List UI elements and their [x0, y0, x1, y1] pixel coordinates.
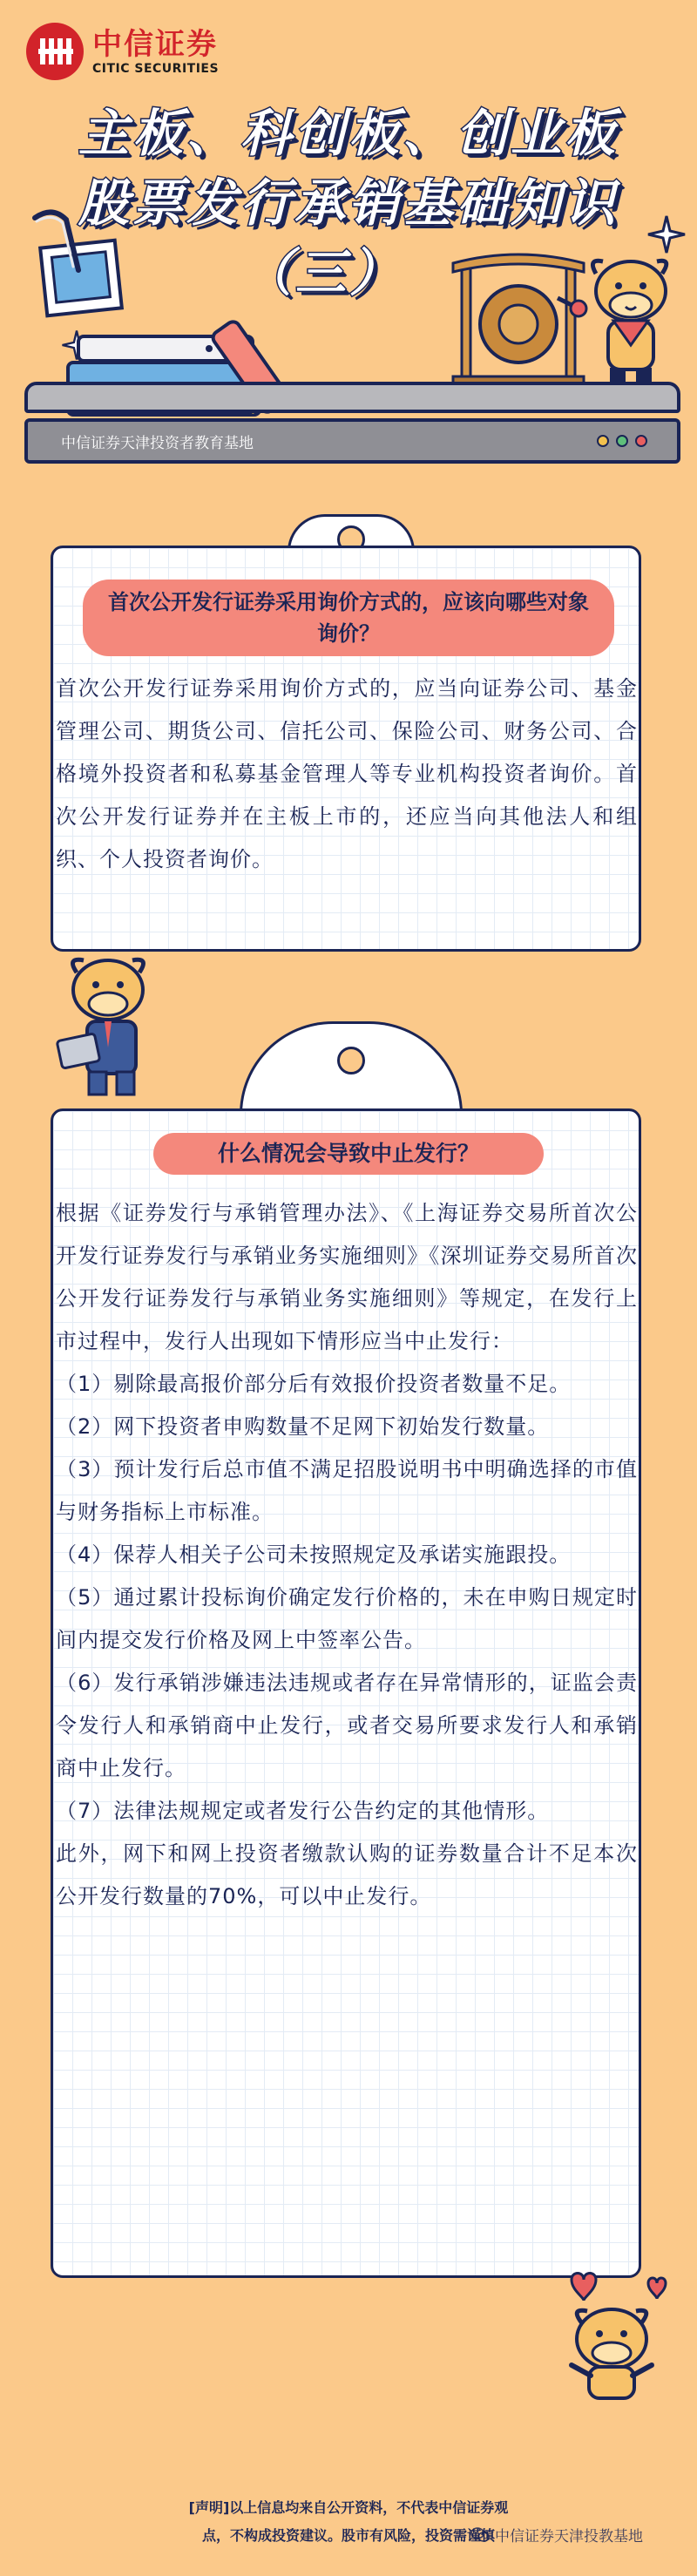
question-1-heading: 首次公开发行证券采用询价方式的，应该向哪些对象询价？ — [83, 580, 614, 656]
clip-photo-icon — [26, 209, 131, 322]
disclaimer-line-1: [声明]以上信息均来自公开资料，不代表中信证券观 — [188, 2499, 509, 2516]
answer-2-item-6: （6）发行承销涉嫌违法违规或者存在异常情形的，证监会责令发行人和承销商中止发行，或者交易所要求发行人和承销商中止发行。 — [56, 1671, 638, 1780]
brand-name-cn: 中信证券 — [92, 27, 218, 62]
page-title-line-2: 股票发行承销基础知识 — [78, 173, 619, 233]
question-2-heading: 什么情况会导致中止发行？ — [153, 1133, 544, 1175]
card-tab — [240, 1021, 463, 1115]
tab-hole — [337, 1047, 365, 1074]
ox-heart-mascot-icon — [537, 2262, 685, 2410]
dot-green — [616, 435, 628, 447]
answer-2-text — [56, 1192, 638, 1918]
answer-2-item-5: （5）通过累计投标询价确定发行价格的，未在申购日规定时间内提交发行价格及网上中签率公告。 — [56, 1585, 638, 1652]
citic-logo-icon — [26, 23, 84, 80]
answer-2-intro: 根据《证券发行与承销管理办法》、《上海证券交易所首次公开发行证券发行与承销业务实施细则》《深圳证券交易所首次公开发行证券发行与承销业务实施细则》等规定，在发行上市过程中，发行人出现如下情形应当中止发行： — [56, 1201, 638, 1353]
page-title-line-3: （三） — [240, 243, 403, 302]
disclaimer-line-2: 点，不构成投资建议。股市有风险，投资需谨慎 — [201, 2527, 495, 2544]
gong-icon — [444, 246, 592, 394]
banner-dots — [597, 435, 647, 447]
shelf-top — [24, 382, 680, 413]
watermark-text: 中信证券天津投教基地 — [495, 2528, 643, 2545]
answer-2-note: 此外，网下和网上投资者缴款认购的证券数量合计不足本次公开发行数量的70%，可以中止发行。 — [56, 1841, 638, 1908]
answer-2-item-7: （7）法律法规规定或者发行公告约定的其他情形。 — [56, 1799, 550, 1823]
brand-name-en: CITIC SECURITIES — [92, 62, 220, 76]
answer-2-item-1: （1）剔除最高报价部分后有效报价投资者数量不足。 — [56, 1372, 572, 1396]
watermark — [470, 2524, 643, 2545]
answer-2-item-4: （4）保荐人相关子公司未按照规定及承诺实施跟投。 — [56, 1542, 572, 1567]
banner-bar — [24, 418, 680, 464]
banner-label: 中信证券天津投资者教育基地 — [61, 434, 254, 452]
ox-laptop-mascot-icon — [54, 950, 167, 1103]
page-title-line-1: 主板、科创板、创业板 — [78, 104, 619, 163]
answer-2-item-2: （2）网下投资者申购数量不足网下初始发行数量。 — [56, 1414, 550, 1439]
brand-logo — [26, 23, 219, 80]
dot-yellow — [597, 435, 609, 447]
answer-1-text: 首次公开发行证券采用询价方式的，应当向证券公司、基金管理公司、期货公司、信托公司、保险公司、财务公司、合格境外投资者和私募基金管理人等专业机构投资者询价。首次公开发行证券并在主板上市的，还应当向其他法人和组织、个人投资者询价。 — [56, 676, 638, 871]
ox-mascot-icon — [579, 249, 683, 389]
wechat-icon — [470, 2527, 490, 2543]
answer-2-item-3: （3）预计发行后总市值不满足招股说明书中明确选择的市值与财务指标上市标准。 — [56, 1457, 638, 1524]
dot-red — [635, 435, 647, 447]
